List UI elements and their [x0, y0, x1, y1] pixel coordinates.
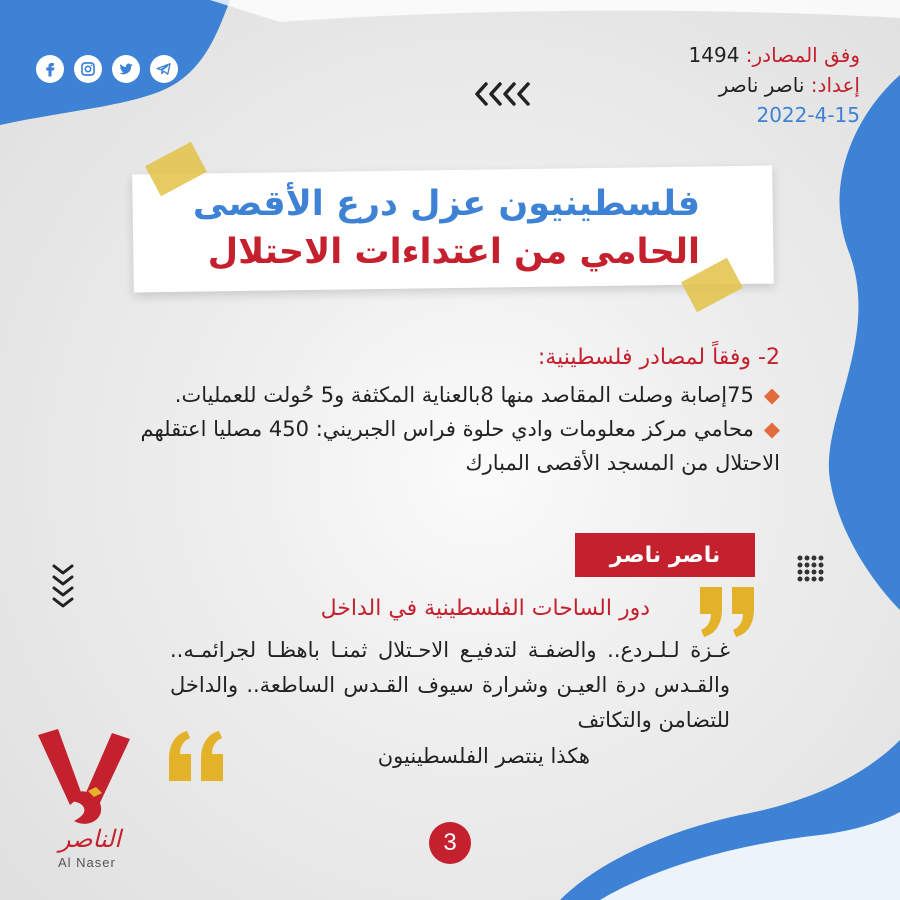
sources-line — [689, 40, 860, 70]
twitter-icon[interactable] — [112, 55, 140, 83]
prepared-label: إعداد: — [810, 73, 860, 97]
bullet-item — [120, 412, 780, 480]
page-number: 3 — [429, 822, 471, 864]
bullet-item — [120, 378, 780, 412]
meta-info — [689, 40, 860, 130]
sources-value: 1494 — [688, 43, 740, 67]
quote-heading: دور الساحات الفلسطينية في الداخل — [320, 596, 650, 621]
author-banner: ناصر ناصر — [575, 533, 755, 577]
title-line-1: فلسطينيون عزل درع الأقصى — [192, 184, 700, 224]
chevrons-down-icon — [50, 562, 76, 610]
logo-caption: Al Naser — [58, 855, 116, 870]
right-blue-shape — [829, 75, 900, 610]
dots-grid-icon — [797, 555, 825, 583]
section-heading: 2- وفقاً لمصادر فلسطينية: — [537, 345, 780, 370]
instagram-icon[interactable] — [74, 55, 102, 83]
prepared-value: ناصر ناصر — [718, 73, 805, 97]
chevrons-left-icon — [474, 80, 540, 108]
title — [150, 180, 700, 276]
title-line-2: الحامي من اعتداءات الاحتلال — [207, 232, 700, 272]
sources-label: وفق المصادر: — [745, 43, 860, 67]
date: 2022-4-15 — [756, 103, 860, 127]
bullet-text: 75إصابة وصلت المقاصد منها 8بالعناية المكثفة و5 حُولت للعمليات. — [174, 383, 754, 407]
top-white-wave — [210, 0, 900, 22]
telegram-icon[interactable] — [150, 55, 178, 83]
closing-quote-icon — [698, 585, 758, 640]
bullet-icon: ◆ — [763, 383, 780, 407]
quote-body: غـزة لـلـردع.. والضفـة لتدفيـع الاحـتلال ثمنـا باهظـا لجرائمـه.. والقـدس درة العيـن وشرارة سيوف القـدس الساطعة.. والداخل للتضامن والتكاتف — [170, 638, 730, 732]
facebook-icon[interactable] — [36, 55, 64, 83]
social-icons — [36, 55, 178, 83]
logo-arabic-text: الناصر — [58, 825, 122, 853]
bullet-icon: ◆ — [763, 417, 780, 441]
quote-last-line: هكذا ينتصر الفلسطينيون — [377, 744, 590, 768]
bullet-list — [120, 378, 780, 480]
bullet-text: محامي مركز معلومات وادي حلوة فراس الجبريني: 450 مصليا اعتقلهم الاحتلال من المسجد الأقصى المبارك — [140, 417, 780, 475]
al-naser-logo — [30, 725, 150, 875]
prepared-line — [689, 70, 860, 100]
